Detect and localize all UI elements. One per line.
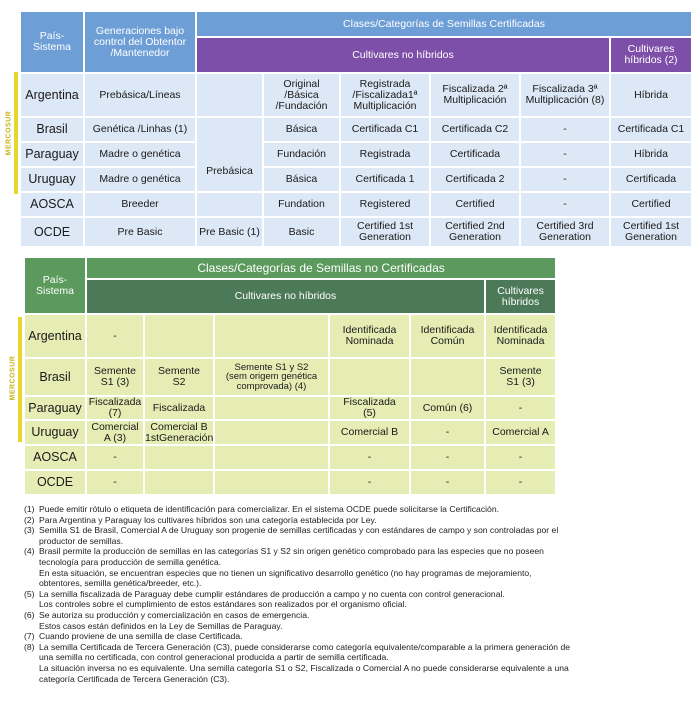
footnote-line: En esta situación, se encuentran especies que no tienen un significativo desarrollo genético (no hay programas de mejoramiento, [39, 567, 532, 578]
footnote-mark: (1) [24, 504, 35, 514]
country-aosca-2: AOSCA [25, 446, 85, 469]
footnote-line: Estos casos están definidos en la Ley de Semillas de Paraguay. [39, 620, 283, 631]
footnote-line: productor de semillas. [39, 535, 124, 546]
cell: Certified 2nd Generation [431, 218, 519, 246]
footnote [24, 631, 684, 642]
cell [215, 421, 328, 444]
cell [215, 471, 328, 494]
footnote [24, 525, 684, 536]
cell: Identificada Nominada [486, 315, 555, 357]
cell: Fiscalizada (7) [88, 397, 142, 419]
cell [145, 315, 213, 357]
cell: - [486, 397, 555, 419]
country-brasil: Brasil [21, 118, 83, 141]
cell: Semente S1 (3) [87, 359, 143, 395]
cell: - [521, 193, 609, 216]
pais-sistema-header: País- Sistema [21, 12, 83, 72]
footnote-mark: (6) [24, 609, 35, 620]
cell: Certificada 2 [431, 168, 519, 191]
col-header-basica: Original /Básica /Fundación [264, 74, 339, 116]
country-uruguay: Uruguay [21, 168, 83, 191]
footnote-line: obtentores, semilla genética/breeder, etc.). [39, 578, 202, 589]
clases-certificadas-header: Clases/Categorías de Semillas Certificadas [197, 12, 691, 36]
cell: Certified 3rd Generation [521, 218, 609, 246]
cell: - [486, 471, 555, 494]
footnote-line: La situación inversa no es equivalente. Una semilla categoría S1 o S2, Fiscalizada o Comercial A no puede considerarse equivalente a una [39, 662, 569, 673]
footnote-mark: (8) [24, 641, 35, 652]
footnote-text: La semilla fiscalizada de Paraguay debe cumplir estándares de producción a campo y no cuenta con control generacional. [39, 588, 505, 599]
cell: - [411, 446, 484, 469]
gen-ocde: Pre Basic [85, 218, 195, 246]
cell: Semente S2 [145, 359, 213, 395]
certified-seeds-table [19, 10, 693, 248]
cell: - [330, 446, 409, 469]
footnote-text: La semilla Certificada de Tercera Generación (C3), puede considerarse como categoría equivalente/comparable a la primera generación de [39, 641, 571, 652]
cell: Híbrida [611, 143, 691, 166]
footnote-line: una semilla no certificada, con control generacional producida a partir de semilla certificada. [39, 652, 389, 663]
cultivares-hibridos-header: Cultivares híbridos (2) [611, 38, 691, 72]
cell: Basic [264, 218, 339, 246]
clases-no-certificadas-header: Clases/Categorías de Semillas no Certificadas [87, 258, 555, 278]
uncertified-seeds-table [23, 256, 557, 496]
cell: Común (6) [411, 397, 484, 419]
country-paraguay-2: Paraguay [25, 397, 85, 419]
mercosur-label-bottom: MERCOSUR [9, 355, 17, 401]
footnote [24, 515, 684, 526]
cell: Certificada C1 [341, 118, 429, 141]
cell [330, 359, 409, 395]
pais-sistema-header-2: País- Sistema [25, 258, 85, 313]
footnote [24, 610, 684, 621]
cell-empty [197, 74, 262, 116]
gen-argentina: Prebásica/Líneas [85, 74, 195, 116]
country-argentina-2: Argentina [25, 315, 85, 357]
footnote-mark: (4) [24, 546, 35, 557]
country-ocde-2: OCDE [25, 471, 85, 494]
cultivares-no-hibridos-header-2: Cultivares no híbridos [87, 280, 484, 313]
footnote-text: Brasil permite la producción de semillas en las categorías S1 y S2 sin origen genético comprobado para las especies que no poseen [39, 546, 544, 557]
cell: Comercial A [486, 421, 555, 444]
footnote-text: Puede emitir rótulo o etiqueta de identificación para comercializar. En el sistema OCDE puede solicitarse la Certificación. [39, 504, 499, 514]
cell [145, 446, 213, 469]
cell: Semente S1 y S2 (sem origem genética comprovada) (4) [215, 359, 328, 395]
footnote-text: Para Argentina y Paraguay los cultivares híbridos son una categoría establecida por Ley. [39, 514, 377, 525]
cell: Certified [431, 193, 519, 216]
cell: - [330, 471, 409, 494]
mercosur-bar-top [14, 72, 18, 194]
cell [215, 315, 328, 357]
cell: Registrada [341, 143, 429, 166]
cell: Certified 1st Generation [341, 218, 429, 246]
gen-aosca: Breeder [85, 193, 195, 216]
footnote-line: Los controles sobre el cumplimiento de estos estándares son realizados por el organismo oficial. [39, 599, 407, 610]
cell: - [87, 315, 143, 357]
cell: Certificada C1 [611, 118, 691, 141]
cell: Certificada 1 [341, 168, 429, 191]
cell: Básica [264, 118, 339, 141]
generaciones-header: Generaciones bajo control del Obtentor /Mantenedor [85, 12, 195, 72]
cell: - [521, 143, 609, 166]
cell: Fiscalizada [145, 397, 213, 419]
cell: Semente S1 (3) [486, 359, 555, 395]
country-aosca: AOSCA [21, 193, 83, 216]
cell: - [87, 471, 143, 494]
mercosur-label-top: MERCOSUR [5, 110, 13, 156]
cell: Fundation [264, 193, 339, 216]
prebasica-cell: Prebásica [197, 118, 262, 191]
cell: - [521, 168, 609, 191]
cell: Certified [611, 193, 691, 216]
footnote-text: Cuando proviene de una semilla de clase Certificada. [39, 631, 243, 642]
footnote [24, 504, 684, 515]
footnote-mark: (2) [24, 514, 35, 525]
cell [215, 397, 328, 419]
col-header-fiscalizada2: Fiscalizada 2ª Multiplicación [431, 74, 519, 116]
cell: Comercial B [330, 421, 409, 444]
cell: Fiscalizada (5) [330, 397, 409, 419]
footnote-text: Se autoriza su producción y comercialización en casos de emergencia. [39, 609, 310, 620]
cultivares-hibridos-header-2: Cultivares híbridos [486, 280, 555, 313]
country-argentina: Argentina [21, 74, 83, 116]
footnote-mark: (3) [24, 525, 35, 536]
col-header-hibrida: Híbrida [611, 74, 691, 116]
cell: Certificada [611, 168, 691, 191]
country-uruguay-2: Uruguay [25, 421, 85, 444]
cell: Certified 1st Generation [611, 218, 691, 246]
footnote-text: Semilla S1 de Brasil, Comercial A de Uruguay son progenie de semillas certificadas y con estándares de campo y son controladas por el [39, 525, 559, 536]
col-header-fiscalizada3: Fiscalizada 3ª Multiplicación (8) [521, 74, 609, 116]
cell: Fundación [264, 143, 339, 166]
cell [411, 359, 484, 395]
gen-uruguay: Madre o genética [85, 168, 195, 191]
cell: Comercial B 1stGeneración [145, 421, 213, 444]
cell: - [411, 471, 484, 494]
footnote [24, 546, 684, 557]
footnote [24, 589, 684, 600]
cell: Básica [264, 168, 339, 191]
cell: Certificada [431, 143, 519, 166]
footnote-line: tecnología para producción de semilla genética. [39, 556, 222, 567]
footnote-line: categoría Certificada de Tercera Generación (C3). [39, 673, 230, 684]
cell-empty [197, 193, 262, 216]
footnote-mark: (7) [24, 631, 35, 642]
cell: Comercial A (3) [87, 421, 143, 444]
cell: - [87, 446, 143, 469]
footnote [24, 642, 684, 653]
footnotes [24, 504, 684, 684]
cell [145, 471, 213, 494]
country-ocde: OCDE [21, 218, 83, 246]
footnote-mark: (5) [24, 588, 35, 599]
gen-brasil: Genética /Linhas (1) [85, 118, 195, 141]
country-brasil-2: Brasil [25, 359, 85, 395]
cell: Certificada C2 [431, 118, 519, 141]
cell: - [411, 421, 484, 444]
mercosur-bar-bottom [18, 317, 22, 442]
cell: Registered [341, 193, 429, 216]
cell: - [486, 446, 555, 469]
cell [215, 446, 328, 469]
country-paraguay: Paraguay [21, 143, 83, 166]
cell: Identificada Nominada [330, 315, 409, 357]
cell: Identificada Común [411, 315, 484, 357]
cell: - [521, 118, 609, 141]
cell: Pre Basic (1) [197, 218, 262, 246]
cultivares-no-hibridos-header: Cultivares no híbridos [197, 38, 609, 72]
gen-paraguay: Madre o genética [85, 143, 195, 166]
col-header-registrada: Registrada /Fiscalizada1ª Multiplicación [341, 74, 429, 116]
